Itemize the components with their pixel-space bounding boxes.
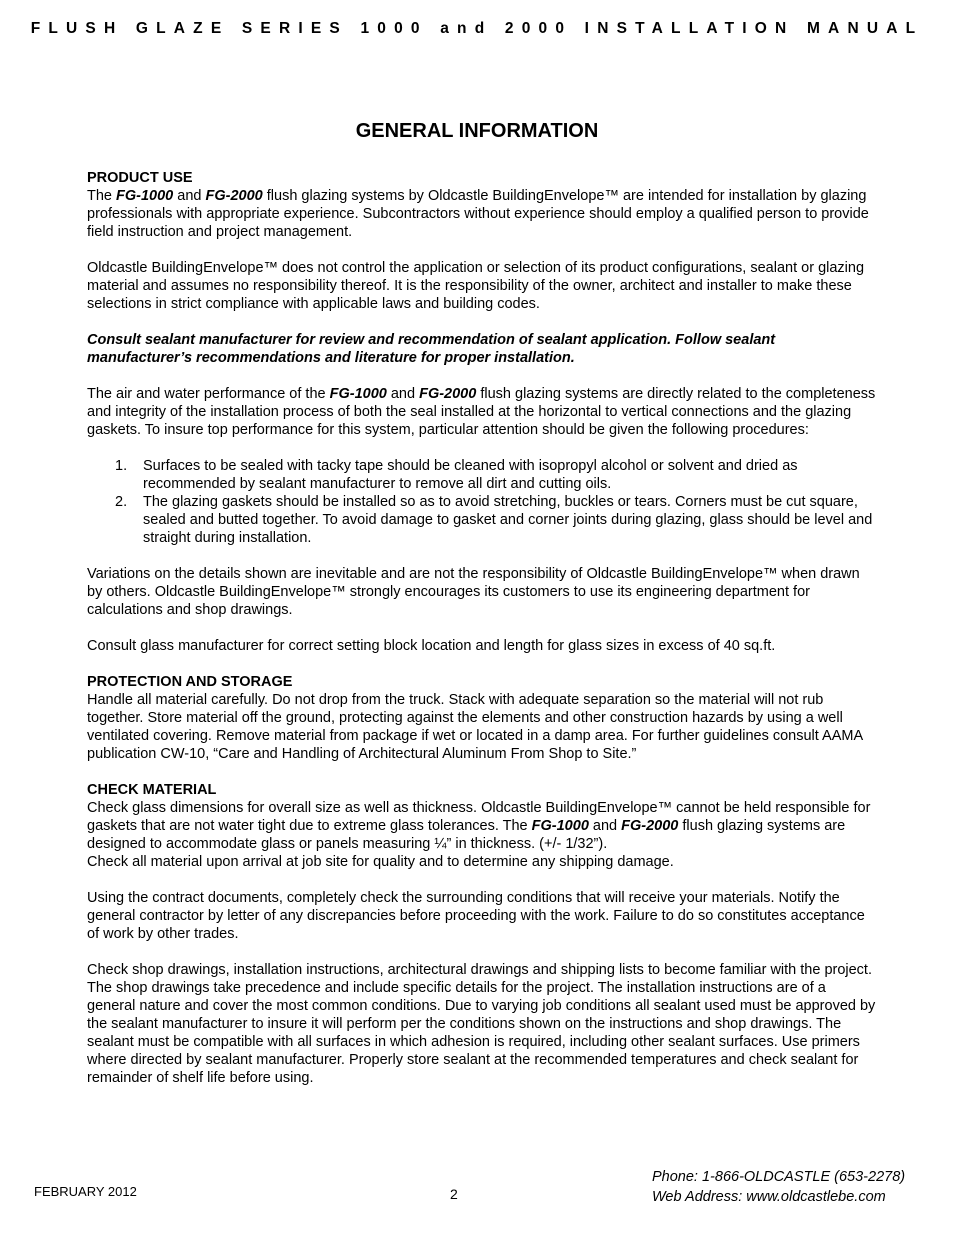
product-name: FG-1000 <box>531 818 589 834</box>
list-item <box>87 493 877 547</box>
paragraph: Consult glass manufacturer for correct setting block location and length for glass sizes in excess of 40 sq.ft. <box>87 638 776 654</box>
text-run: flush glazing systems are designed to accommodate glass or panels measuring ¼” in thickness. (+/- 1/32”). <box>87 818 846 852</box>
paragraph <box>87 799 877 871</box>
paragraph: Check shop drawings, installation instructions, architectural drawings and shipping lists to become familiar with the project. The shop drawings take precedence and include specific details for the project. The installation instructions are of a general nature and cover the most common conditions. Due to varying job conditions all sealant used must be approved by the sealant manufacturer to insure it will perform per the conditions shown on the instructions and shop drawings. The sealant must be compatible with all surfaces in which adhesion is required, including other sealant surfaces. Use primers where directed by sealant manufacturer. Properly store sealant at the recommended temperatures and check sealant for remainder of shelf life before using. <box>87 962 876 1086</box>
footer-contact <box>652 1167 905 1207</box>
text-run: flush glazing systems are directly related to the completeness and integrity of the installation process of both the seal installed at the horizontal to vertical connections and the glazing gaskets. To insure top performance for this system, particular attention should be given the following procedures: <box>87 386 876 438</box>
page-title: GENERAL INFORMATION <box>355 120 599 142</box>
product-name: FG-1000 <box>329 386 387 402</box>
list-number: 1. <box>115 458 128 474</box>
footer-date: FEBRUARY 2012 <box>34 1184 137 1199</box>
section-check-material <box>87 781 877 799</box>
list-item <box>87 457 877 493</box>
list-text: Surfaces to be sealed with tacky tape should be cleaned with isopropyl alcohol or solvent and dried as recommended by sealant manufacturer to remove all dirt and cutting oils. <box>143 458 798 492</box>
text-run: The air and water performance of the <box>87 386 330 402</box>
paragraph <box>87 385 877 439</box>
sealant-notice: Consult sealant manufacturer for review and recommendation of sealant application. Follow sealant manufacturer’s recommendations and literature for proper installation. <box>87 332 776 366</box>
text-run: The <box>87 188 117 204</box>
document-body <box>87 169 877 1105</box>
section-protection <box>87 673 877 691</box>
paragraph: Variations on the details shown are inevitable and are not the responsibility of Oldcastle BuildingEnvelope™ when drawn by others. Oldcastle BuildingEnvelope™ strongly encourages its customers to use its engineering department for calculations and shop drawings. <box>87 566 860 618</box>
text-run: flush glazing systems by Oldcastle BuildingEnvelope™ are intended for installation by glazing professionals with appropriate experience. Subcontractors without experience should employ a qualified person to provide field instruction and project management. <box>87 188 869 240</box>
section-heading-protection: PROTECTION AND STORAGE <box>87 674 293 690</box>
product-name: FG-2000 <box>621 818 679 834</box>
text-run: Check glass dimensions for overall size as well as thickness. Oldcastle BuildingEnvelope™ cannot be held responsible for gaskets that are not water tight due to extreme glass tolerances. The <box>87 800 871 834</box>
product-name: FG-2000 <box>419 386 477 402</box>
page-number: 2 <box>450 1186 458 1202</box>
product-name: FG-2000 <box>205 188 263 204</box>
product-name: FG-1000 <box>116 188 174 204</box>
text-run: and <box>173 188 206 204</box>
running-header: FLUSH GLAZE SERIES 1000 and 2000 INSTALLATION MANUAL <box>30 20 924 37</box>
list-text: The glazing gaskets should be installed so as to avoid stretching, buckles or tears. Corners must be cut square, sealed and butted together. To avoid damage to gasket and corner joints during glazing, glass should be level and straight during installation. <box>143 494 873 546</box>
procedure-list <box>87 457 877 547</box>
section-heading-product-use: PRODUCT USE <box>87 170 193 186</box>
text-run: and <box>588 818 622 834</box>
footer-web: Web Address: www.oldcastlebe.com <box>652 1189 886 1205</box>
text-run: and <box>386 386 420 402</box>
paragraph: Oldcastle BuildingEnvelope™ does not control the application or selection of its product configurations, sealant or glazing material and assumes no responsibility thereof. It is the responsibility of the owner, architect and installer to make these selections in strict compliance with applicable laws and building codes. <box>87 260 865 312</box>
text-run: Check all material upon arrival at job site for quality and to determine any shipping damage. <box>87 854 674 870</box>
list-number: 2. <box>115 494 128 510</box>
paragraph <box>87 187 877 241</box>
paragraph: Handle all material carefully. Do not drop from the truck. Stack with adequate separation so the material will not rub together. Store material off the ground, protecting against the elements and other construction hazards by using a well ventilated covering. Remove material from package if wet or located in a damp area. For further guidelines consult AAMA publication CW-10, “Care and Handling of Architectural Aluminum From Shop to Site.” <box>87 692 863 762</box>
footer-phone: Phone: 1-866-OLDCASTLE (653-2278) <box>652 1169 906 1185</box>
section-product-use <box>87 169 877 187</box>
paragraph: Using the contract documents, completely check the surrounding conditions that will receive your materials. Notify the general contractor by letter of any discrepancies before proceeding with the work. Failure to do so constitutes acceptance of work by other trades. <box>87 890 865 942</box>
section-heading-check-material: CHECK MATERIAL <box>87 782 217 798</box>
